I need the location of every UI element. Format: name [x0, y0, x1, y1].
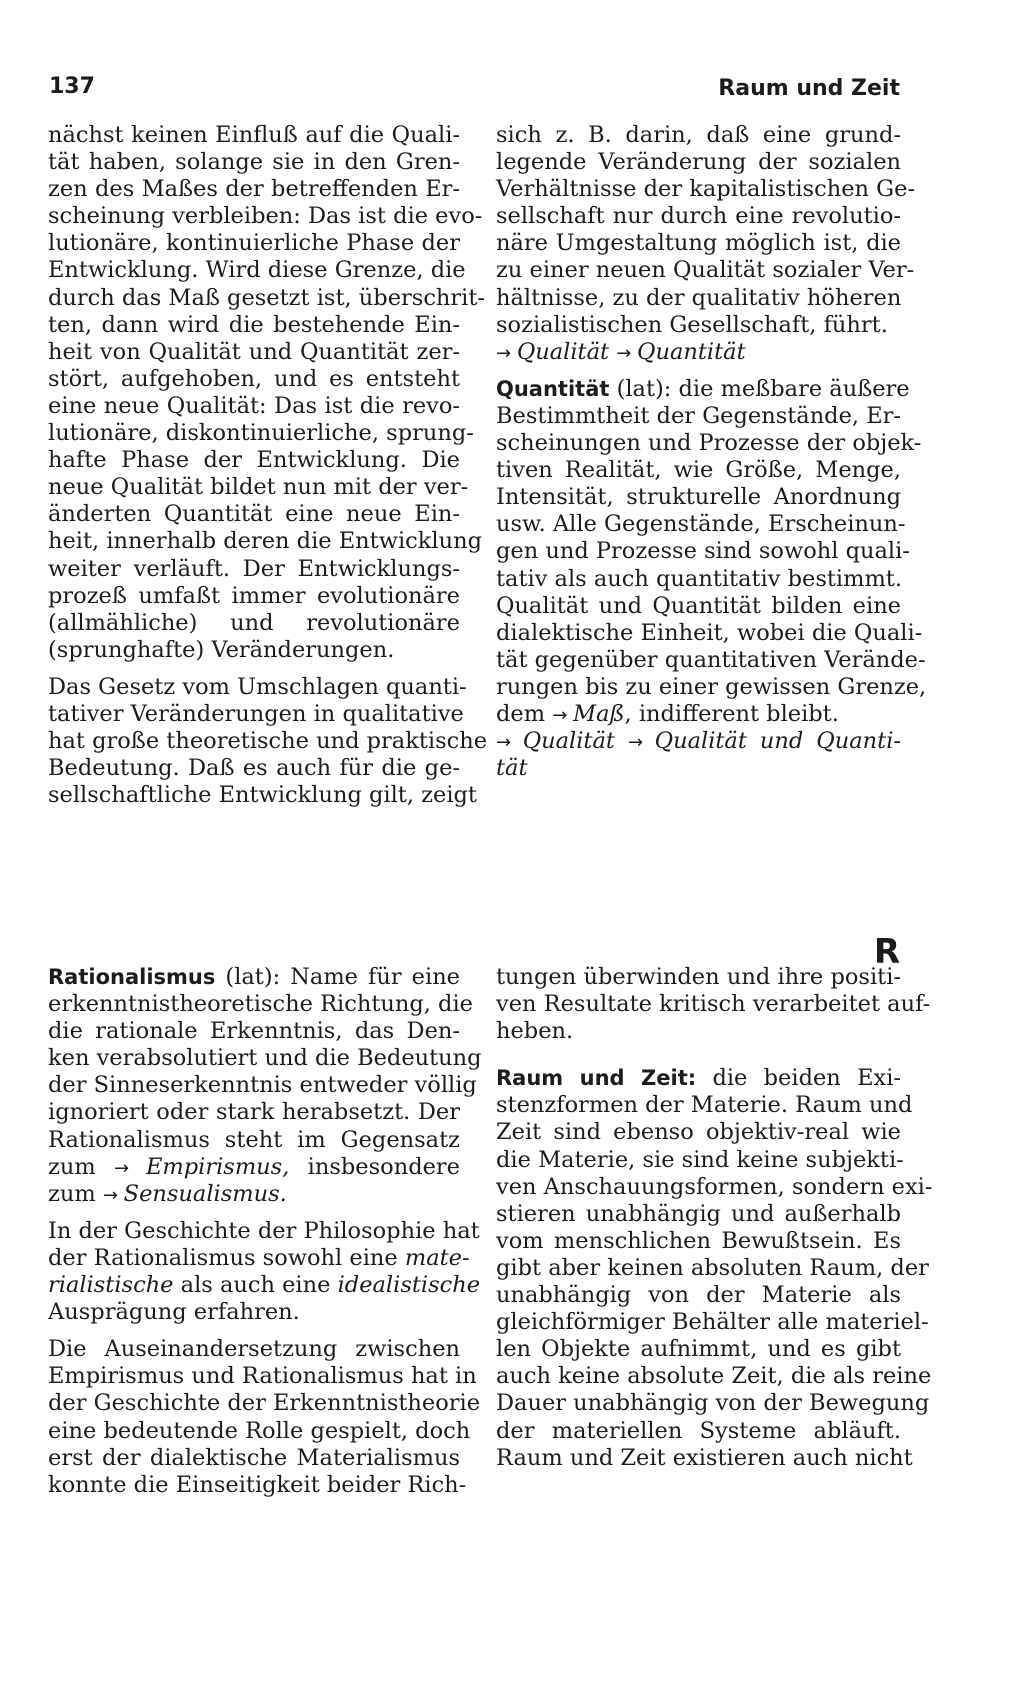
text-line: sellschaft nur durch eine revolutio- [496, 203, 901, 230]
text-line: Zeit sind ebenso objektiv-real wie [496, 1119, 901, 1146]
entry-term: Rationalismus [48, 965, 216, 989]
text-segment: (lat): Name für eine [215, 964, 460, 990]
cross-reference-arrow: → [114, 1157, 146, 1179]
text-line: Rationalismus steht im Gegensatz [48, 1126, 460, 1153]
text-line: Das Gesetz vom Umschlagen quanti- [48, 673, 467, 700]
text-line: (sprunghafte) Veränderungen. [48, 636, 395, 663]
text-line: die Materie, sie sind keine subjekti- [496, 1146, 904, 1173]
text-line: heit von Qualität und Quantität zer- [48, 338, 460, 365]
text-line: unabhängig von der Materie als [496, 1282, 901, 1309]
text-line: tät gegenüber quantitativen Verände- [496, 646, 926, 673]
text-line: hältnisse, zu der qualitativ höheren [496, 284, 902, 311]
text-line: tiven Realität, wie Größe, Menge, [496, 457, 901, 484]
text-line: tativer Veränderungen in qualitative [48, 700, 464, 727]
cross-reference-arrow: → [616, 342, 638, 364]
column-right-bottom [496, 964, 933, 1472]
entry-term: Raum und Zeit: [496, 1066, 697, 1091]
text-line [496, 375, 910, 403]
text-line: rungen bis zu einer gewissen Grenze, [496, 673, 927, 700]
text-segment: die beiden Exi- [696, 1065, 901, 1092]
text-line: ken verabsolutiert und die Bedeutung [48, 1045, 482, 1072]
text-line: der Geschichte der Erkenntnistheorie [48, 1390, 481, 1417]
text-line: legende Veränderung der sozialen [496, 149, 901, 176]
text-segment: (lat): die meßbare äußere [609, 375, 910, 402]
text-line: konnte die Einseitigkeit beider Rich- [48, 1471, 467, 1498]
text-line: sellschaftliche Entwicklung gilt, zeigt [48, 782, 477, 809]
text-line: eine neue Qualität: Das ist die revo- [48, 392, 460, 419]
text-line: prozeß umfaßt immer evolutionäre [48, 582, 460, 609]
text-segment: dem [496, 700, 553, 727]
text-line [496, 1065, 901, 1092]
text-line: erst der dialektische Materialismus [48, 1444, 460, 1471]
text-line: stieren unabhängig und außerhalb [496, 1200, 901, 1227]
text-line [496, 728, 901, 755]
text-segment: zum [48, 1180, 103, 1207]
text-line: heben. [496, 1018, 574, 1045]
text-line: nächst keinen Einfluß auf die Quali- [48, 122, 460, 148]
text-line [48, 964, 460, 991]
paragraph-gap [496, 1045, 901, 1055]
text-line: Intensität, strukturelle Anordnung [496, 484, 901, 511]
text-line: hat große theoretische und praktische [48, 728, 488, 755]
text-line: In der Geschichte der Philosophie hat [48, 1217, 480, 1244]
text-line: neue Qualität bildet nun mit der ver- [48, 474, 469, 501]
text-line: ignoriert oder stark herabsetzt. Der [48, 1099, 460, 1126]
column-left-bottom [48, 964, 482, 1499]
text-line: Raum und Zeit existieren auch nicht [496, 1444, 913, 1471]
text-line: ten, dann wird die bestehende Ein- [48, 311, 460, 338]
text-line: gen und Prozesse sind sowohl quali- [496, 538, 910, 565]
italic-text: Empirismus, [145, 1153, 290, 1180]
text-line [48, 1244, 470, 1272]
text-line: näre Umgestaltung möglich ist, die [496, 230, 901, 257]
paragraph-gap [48, 1208, 460, 1218]
text-line: lutionäre, diskontinuierliche, sprung- [48, 420, 474, 447]
italic-text: mate- [404, 1244, 470, 1271]
text-line: Dauer unabhängig von der Bewegung [496, 1390, 930, 1417]
text-segment: der Rationalismus sowohl eine [48, 1244, 405, 1271]
italic-text: Maß [573, 700, 625, 727]
cross-reference-arrow: → [102, 1184, 124, 1206]
text-line: ven Resultate kritisch verarbeitet auf- [496, 991, 931, 1018]
text-line [48, 1272, 481, 1299]
text-line: gibt aber keinen absoluten Raum, der [496, 1254, 929, 1281]
text-line: vom menschlichen Bewußtsein. Es [496, 1227, 901, 1254]
text-segment: , indifferent bleibt. [624, 700, 839, 727]
italic-text: Quantität [637, 338, 746, 365]
text-line [48, 1181, 460, 1208]
text-line [496, 339, 901, 366]
text-line [496, 701, 901, 728]
text-line: tungen überwinden und ihre positi- [496, 964, 901, 990]
text-line: len Objekte aufnimmt, und es gibt [496, 1336, 901, 1363]
italic-text: idealistische [337, 1272, 481, 1299]
text-line: Entwicklung. Wird diese Grenze, die [48, 257, 466, 284]
text-line: eine bedeutende Rolle gespielt, doch [48, 1417, 471, 1444]
paragraph-gap [496, 366, 901, 376]
text-line [496, 755, 901, 782]
text-line: sich z. B. darin, daß eine grund- [496, 122, 901, 148]
text-line: tät haben, solange sie in den Gren- [48, 149, 460, 176]
paragraph-gap [48, 664, 460, 674]
text-line: zen des Maßes der betreffenden Er- [48, 176, 460, 203]
italic-text: rialistische [48, 1272, 174, 1299]
text-line: gleichförmiger Behälter alle materiel- [496, 1309, 929, 1336]
paragraph-gap [496, 1055, 901, 1065]
text-line: usw. Alle Gegenstände, Erscheinun- [496, 511, 906, 538]
text-line: Qualität und Quantität bilden eine [496, 592, 901, 619]
text-line: der Sinneserkenntnis entweder völlig [48, 1072, 477, 1099]
text-line: stenzformen der Materie. Raum und [496, 1092, 913, 1119]
text-line: zu einer neuen Qualität sozialer Ver- [496, 257, 915, 284]
text-line: auch keine absolute Zeit, die als reine [496, 1363, 932, 1390]
text-line: Die Auseinandersetzung zwischen [48, 1336, 460, 1363]
text-line: Verhältnisse der kapitalistischen Ge- [496, 176, 916, 203]
entry-term: Quantität [496, 376, 610, 401]
text-line: tativ als auch quantitativ bestimmt. [496, 565, 902, 592]
italic-text: Qualität und Quanti- [654, 728, 901, 755]
text-line: dialektische Einheit, wobei die Quali- [496, 619, 923, 646]
paragraph-gap [48, 1326, 460, 1336]
text-line: ven Anschauungsformen, sondern exi- [496, 1173, 933, 1200]
text-line: (allmähliche) und revolutionäre [48, 609, 460, 636]
text-line: sozialistischen Gesellschaft, führt. [496, 311, 888, 338]
text-line [48, 1154, 460, 1181]
text-segment: als auch eine [173, 1272, 338, 1299]
section-letter: R [873, 932, 900, 972]
text-segment: insbesondere [289, 1153, 460, 1180]
text-line: Bedeutung. Daß es auch für die ge- [48, 755, 460, 782]
italic-text: tät [496, 755, 528, 782]
running-title: Raum und Zeit [718, 76, 900, 101]
cross-reference-arrow: → [496, 732, 523, 754]
text-segment: zum [48, 1153, 114, 1180]
text-line: stört, aufgehoben, und es entsteht [48, 365, 460, 392]
text-line: Ausprägung erfahren. [48, 1299, 300, 1326]
text-line: der materiellen Systeme abläuft. [496, 1417, 901, 1444]
text-line: weiter verläuft. Der Entwicklungs- [48, 555, 460, 582]
column-left-top [48, 122, 488, 809]
text-line: heit, innerhalb deren die Entwicklung [48, 528, 482, 555]
cross-reference-arrow: → [496, 342, 517, 364]
text-line: scheinung verbleiben: Das ist die evo- [48, 203, 483, 230]
cross-reference-arrow: → [627, 732, 655, 754]
text-line: Empirismus und Rationalismus hat in [48, 1363, 477, 1390]
text-line: änderten Quantität eine neue Ein- [48, 501, 460, 528]
cross-reference-arrow: → [552, 704, 574, 726]
text-line: erkenntnistheoretische Richtung, die [48, 991, 473, 1018]
italic-text: Qualität [516, 338, 617, 365]
text-line: durch das Maß gesetzt ist, überschrit- [48, 284, 486, 311]
italic-text: Qualität [522, 728, 628, 755]
text-line: scheinungen und Prozesse der objek- [496, 430, 922, 457]
column-right-top [496, 122, 927, 782]
text-line: Bestimmtheit der Gegenstände, Er- [496, 402, 901, 429]
text-line: die rationale Erkenntnis, das Den- [48, 1018, 460, 1045]
text-line: lutionäre, kontinuierliche Phase der [48, 230, 460, 257]
text-line: hafte Phase der Entwicklung. Die [48, 447, 460, 474]
page-number: 137 [49, 74, 95, 99]
italic-text: Sensualismus. [123, 1180, 287, 1207]
